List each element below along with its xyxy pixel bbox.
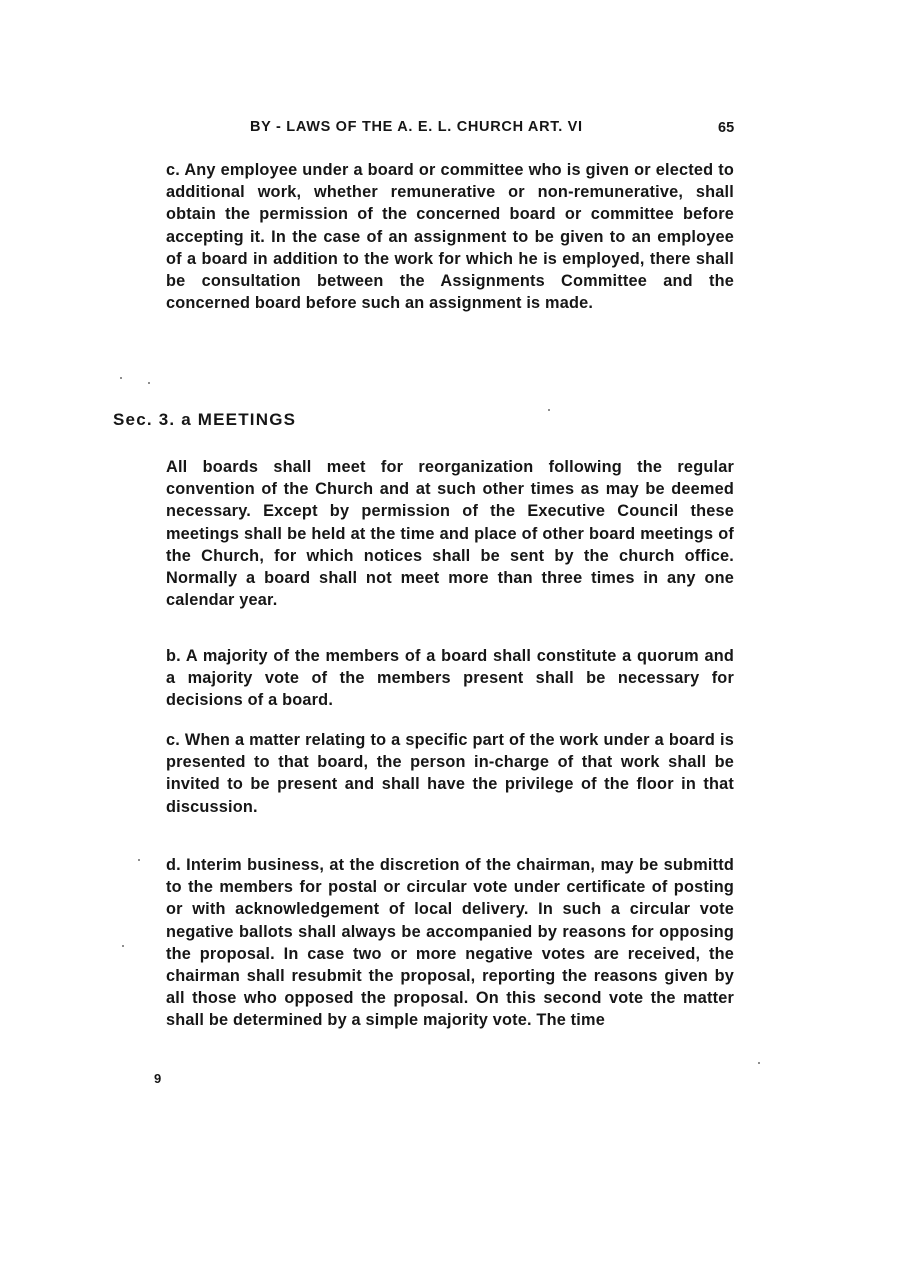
signature-mark: 9 — [154, 1071, 162, 1086]
scan-speck — [758, 1062, 760, 1064]
page-number: 65 — [718, 120, 735, 136]
section-heading-meetings: Sec. 3. a MEETINGS — [113, 410, 297, 429]
paragraph-c-additional-work: c. Any employee under a board or committee who is given or elected to additional work, whether remunerative or non-remunerative, shall obtain the permission of the concerned board or committee before accepting it. In the case of an assignment to be given to an employee of a board in addition to the work for which he is employed, there shall be consultation between the Assignments Committee and the concerned board before such an assignment is made. — [166, 161, 734, 313]
scan-speck — [122, 945, 124, 947]
paragraph-c-specific-matter: c. When a matter relating to a specific part of the work under a board is presented to that board, the person in-charge of that work shall be invited to be present and shall have the privilege of the floor in that discussion. — [166, 731, 734, 816]
scan-speck — [148, 382, 150, 384]
scan-speck — [120, 377, 122, 379]
paragraph-b-quorum: b. A majority of the members of a board shall constitute a quorum and a majority vote of the members present shall be necessary for decisions of a board. — [166, 647, 734, 710]
scan-speck — [138, 859, 140, 861]
scan-speck — [548, 409, 550, 411]
paragraph-a-board-meetings: All boards shall meet for reorganization following the regular convention of the Church and at such other times as may be deemed necessary. Except by permission of the Executive Council these meetings shall be held at the time and place of other board meetings of the Church, for which notices shall be sent by the church office. Normally a board shall not meet more than three times in any one calendar year. — [166, 458, 734, 610]
running-head: BY - LAWS OF THE A. E. L. CHURCH ART. VI — [250, 119, 583, 135]
paragraph-d-interim-business: d. Interim business, at the discretion of the chairman, may be submittd to the members for postal or circular vote under certificate of posting or with acknowledgement of local delivery. In such a circular vote negative ballots shall always be accompanied by reasons for opposing the proposal. In case two or more negative votes are received, the chairman shall resubmit the proposal, reporting the reasons given by all those who opposed the proposal. On this second vote the matter shall be determined by a simple majority vote. The time — [166, 856, 734, 1030]
